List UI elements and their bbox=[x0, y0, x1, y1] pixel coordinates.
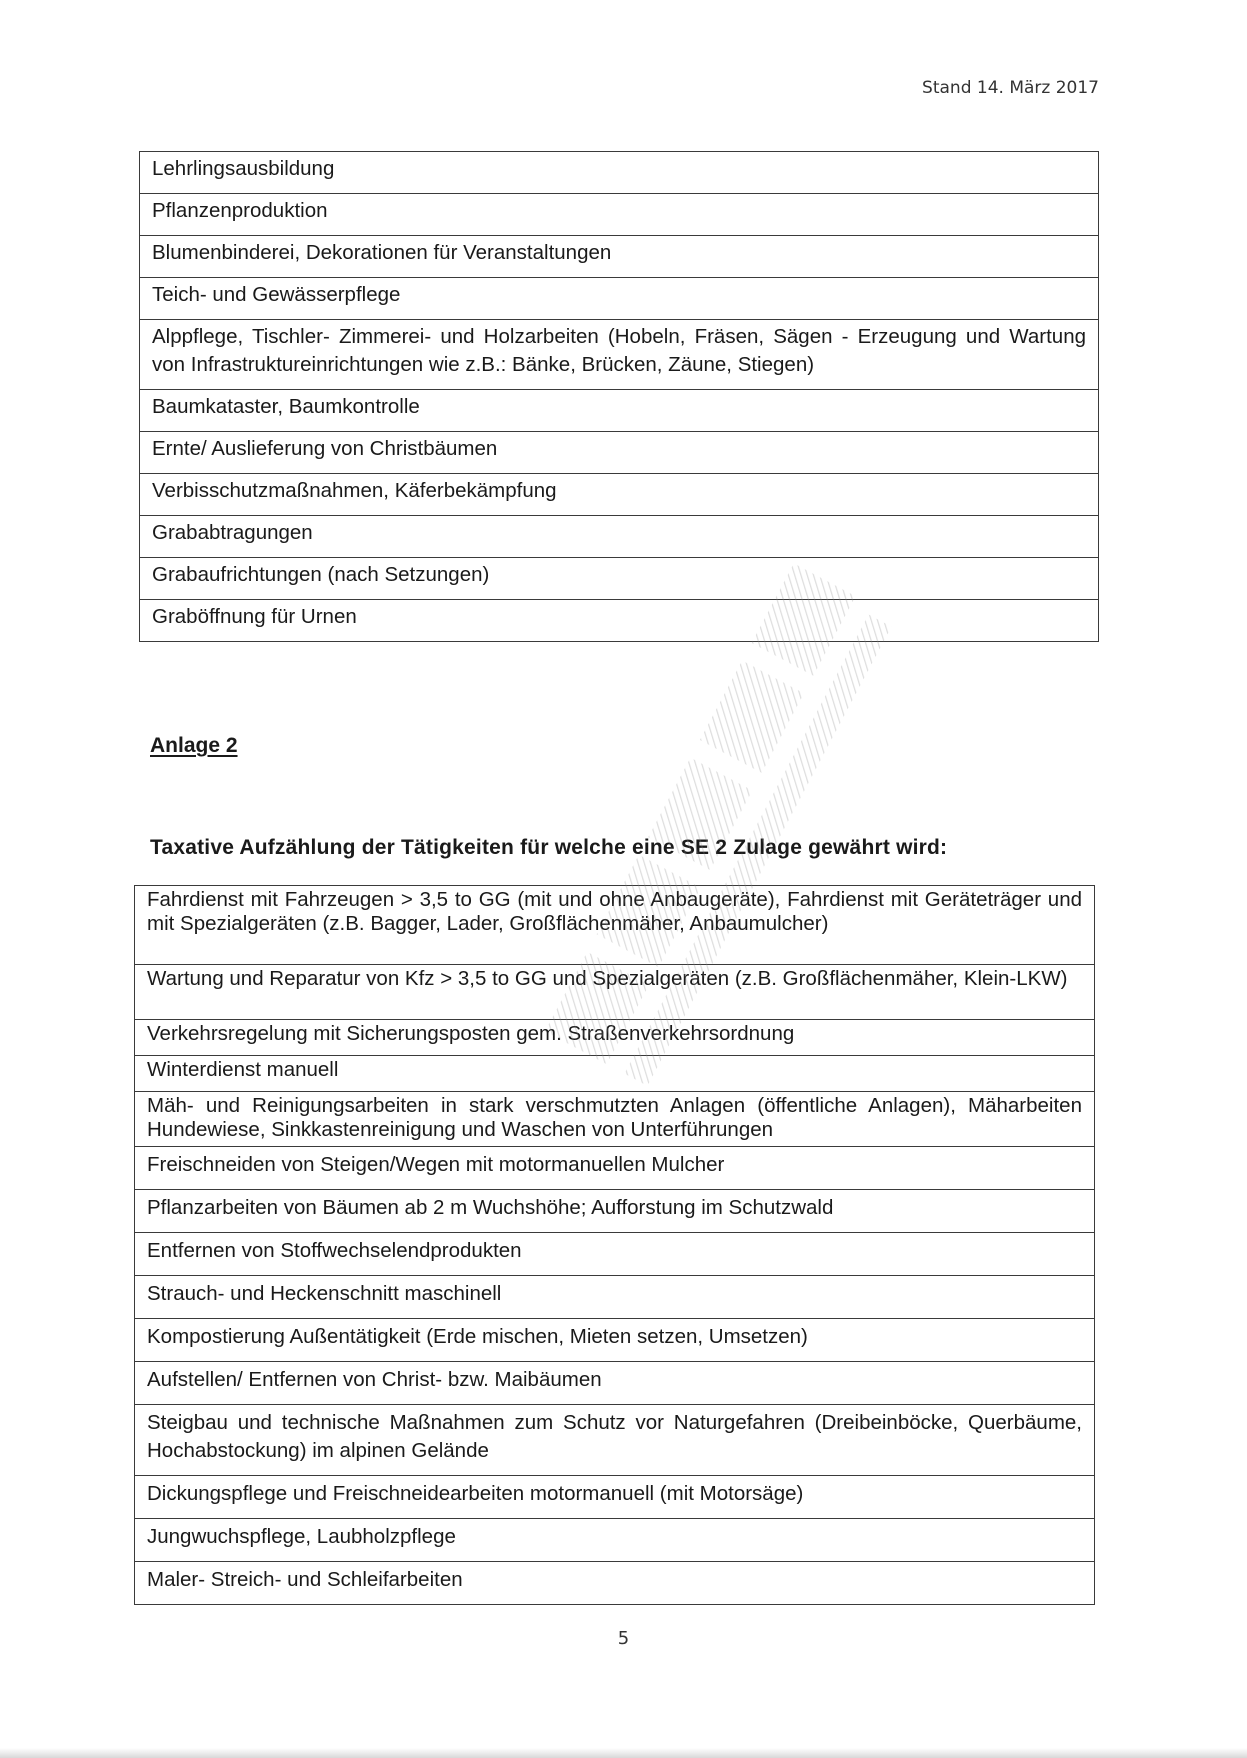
section-subheading: Taxative Aufzählung der Tätigkeiten für welche eine SE 2 Zulage gewährt wird: bbox=[150, 836, 948, 859]
table-cell: Verkehrsregelung mit Sicherungsposten gem. Straßenverkehrsordnung bbox=[135, 1020, 1095, 1056]
table-cell: Kompostierung Außentätigkeit (Erde mischen, Mieten setzen, Umsetzen) bbox=[135, 1319, 1095, 1362]
table-row bbox=[140, 320, 1099, 390]
table-row bbox=[135, 965, 1095, 1020]
activities-table-1 bbox=[139, 151, 1099, 642]
table-cell: Winterdienst manuell bbox=[135, 1056, 1095, 1092]
table-cell: Blumenbinderei, Dekorationen für Veranstaltungen bbox=[140, 236, 1099, 278]
activities-table-2 bbox=[134, 885, 1095, 1605]
table-cell: Freischneiden von Steigen/Wegen mit motormanuellen Mulcher bbox=[135, 1147, 1095, 1190]
table-cell: Wartung und Reparatur von Kfz > 3,5 to GG und Spezialgeräten (z.B. Großflächenmäher, Klein-LKW) bbox=[135, 965, 1095, 1020]
header-date: Stand 14. März 2017 bbox=[922, 78, 1099, 98]
page-number: 5 bbox=[617, 1628, 630, 1649]
table-row bbox=[140, 474, 1099, 516]
table-cell: Grabaufrichtungen (nach Setzungen) bbox=[140, 558, 1099, 600]
table-row bbox=[140, 236, 1099, 278]
table-cell: Graböffnung für Urnen bbox=[140, 600, 1099, 642]
table-cell: Baumkataster, Baumkontrolle bbox=[140, 390, 1099, 432]
table-row bbox=[135, 886, 1095, 965]
table-row bbox=[135, 1233, 1095, 1276]
table-row bbox=[140, 432, 1099, 474]
table-cell: Pflanzarbeiten von Bäumen ab 2 m Wuchshöhe; Aufforstung im Schutzwald bbox=[135, 1190, 1095, 1233]
table-row bbox=[135, 1276, 1095, 1319]
table-row bbox=[135, 1519, 1095, 1562]
table-row bbox=[135, 1562, 1095, 1605]
table-cell: Alppflege, Tischler- Zimmerei- und Holzarbeiten (Hobeln, Fräsen, Sägen - Erzeugung und Wartung von Infrastruktureinrichtungen wie z.B.: Bänke, Brücken, Zäune, Stiegen) bbox=[140, 320, 1099, 390]
table-cell: Pflanzenproduktion bbox=[140, 194, 1099, 236]
table-row bbox=[135, 1319, 1095, 1362]
table-cell: Aufstellen/ Entfernen von Christ- bzw. Maibäumen bbox=[135, 1362, 1095, 1405]
table-cell: Steigbau und technische Maßnahmen zum Schutz vor Naturgefahren (Dreibeinböcke, Querbäume, Hochabstockung) im alpinen Gelände bbox=[135, 1405, 1095, 1476]
table-row bbox=[140, 558, 1099, 600]
table-cell: Ernte/ Auslieferung von Christbäumen bbox=[140, 432, 1099, 474]
table-cell: Jungwuchspflege, Laubholzpflege bbox=[135, 1519, 1095, 1562]
table-cell: Strauch- und Heckenschnitt maschinell bbox=[135, 1276, 1095, 1319]
table-row bbox=[135, 1405, 1095, 1476]
table-cell: Teich- und Gewässerpflege bbox=[140, 278, 1099, 320]
table-row bbox=[140, 152, 1099, 194]
table-row bbox=[135, 1190, 1095, 1233]
table-cell: Fahrdienst mit Fahrzeugen > 3,5 to GG (mit und ohne Anbaugeräte), Fahrdienst mit Geräteträger und mit Spezialgeräten (z.B. Bagger, Lader, Großflächenmäher, Anbaumulcher) bbox=[135, 886, 1095, 965]
table-row bbox=[140, 278, 1099, 320]
table-row bbox=[135, 1020, 1095, 1056]
table-row bbox=[140, 194, 1099, 236]
table-row bbox=[135, 1056, 1095, 1092]
table-row bbox=[140, 600, 1099, 642]
table-cell: Mäh- und Reinigungsarbeiten in stark verschmutzten Anlagen (öffentliche Anlagen), Mäharbeiten Hundewiese, Sinkkastenreinigung und Waschen von Unterführungen bbox=[135, 1092, 1095, 1147]
table-cell: Dickungspflege und Freischneidearbeiten motormanuell (mit Motorsäge) bbox=[135, 1476, 1095, 1519]
table-cell: Grababtragungen bbox=[140, 516, 1099, 558]
scan-edge bbox=[0, 1748, 1247, 1758]
table-row bbox=[135, 1147, 1095, 1190]
table-row bbox=[135, 1476, 1095, 1519]
table-row bbox=[135, 1092, 1095, 1147]
table-cell: Maler- Streich- und Schleifarbeiten bbox=[135, 1562, 1095, 1605]
table-row bbox=[140, 516, 1099, 558]
table-cell: Lehrlingsausbildung bbox=[140, 152, 1099, 194]
table-row bbox=[140, 390, 1099, 432]
table-cell: Verbisschutzmaßnahmen, Käferbekämpfung bbox=[140, 474, 1099, 516]
table-cell: Entfernen von Stoffwechselendprodukten bbox=[135, 1233, 1095, 1276]
table-row bbox=[135, 1362, 1095, 1405]
section-heading: Anlage 2 bbox=[150, 734, 238, 757]
